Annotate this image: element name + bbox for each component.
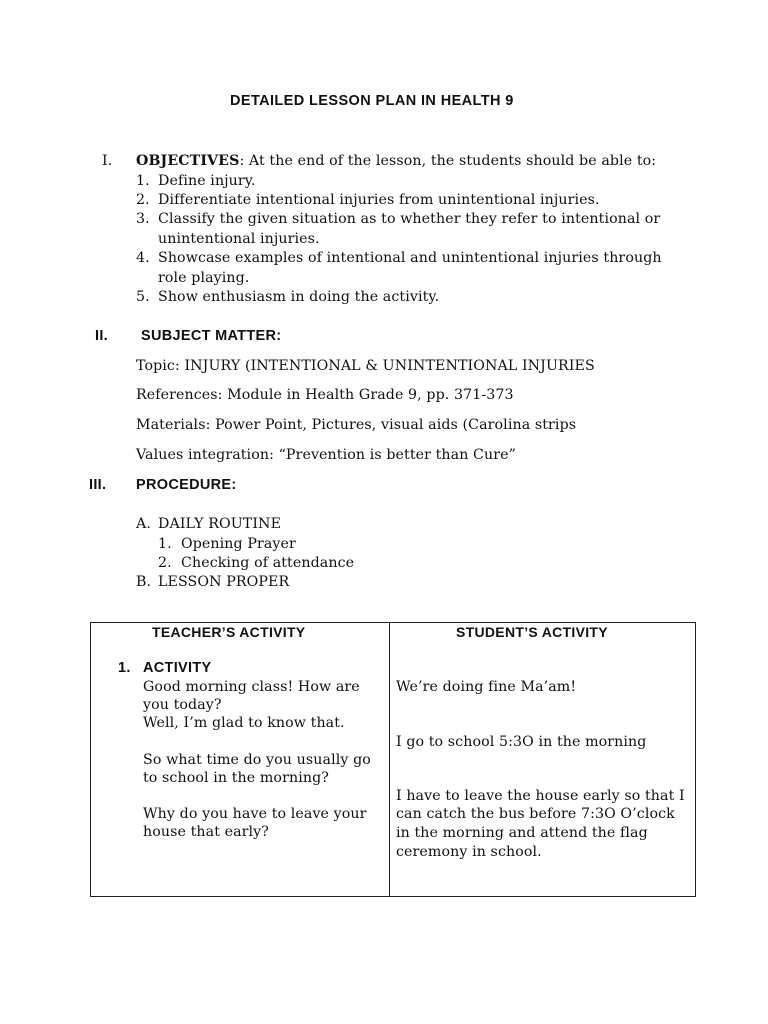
teacher-line-1: Good morning class! How are: [143, 679, 360, 695]
objectives-numeral: I.: [102, 153, 113, 169]
objective-num-1: 1.: [136, 173, 150, 189]
objective-text-4a: Showcase examples of intentional and unintentional injuries through: [158, 250, 662, 266]
lesson-proper-label: B.: [136, 574, 152, 590]
objective-num-5: 5.: [136, 289, 150, 305]
objectives-intro: : At the end of the lesson, the students should be able to:: [239, 153, 657, 169]
objective-text-2: Differentiate intentional injuries from unintentional injuries.: [158, 192, 600, 208]
teacher-line-2: you today?: [143, 697, 222, 713]
objective-num-4: 4.: [136, 250, 150, 266]
student-line-1: We’re doing fine Ma’am!: [396, 679, 577, 695]
student-line-3: I have to leave the house early so that I: [396, 788, 685, 804]
lesson-proper-text: LESSON PROPER: [158, 574, 290, 590]
procedure-heading: PROCEDURE:: [136, 477, 237, 493]
routine-label: A.: [136, 516, 151, 532]
teacher-line-5: to school in the morning?: [143, 770, 329, 786]
objectives-heading: OBJECTIVES: [136, 153, 240, 169]
routine-text: DAILY ROUTINE: [158, 516, 282, 532]
subject-matter-heading: SUBJECT MATTER:: [141, 328, 282, 344]
activity-title: ACTIVITY: [143, 660, 212, 676]
teacher-activity-header: TEACHER’S ACTIVITY: [152, 624, 306, 640]
student-line-6: ceremony in school.: [396, 844, 542, 860]
objective-num-3: 3.: [136, 211, 150, 227]
teacher-line-4: So what time do you usually go: [143, 752, 371, 768]
student-line-4: can catch the bus before 7:3O O’clock: [396, 806, 675, 822]
student-activity-header: STUDENT’S ACTIVITY: [456, 624, 608, 640]
teacher-line-3: Well, I’m glad to know that.: [143, 715, 345, 731]
objective-text-1: Define injury.: [158, 173, 256, 189]
objective-text-3b: unintentional injuries.: [158, 231, 320, 247]
student-line-5: in the morning and attend the flag: [396, 825, 648, 841]
table-column-divider: [389, 622, 390, 897]
objective-text-5: Show enthusiasm in doing the activity.: [158, 289, 440, 305]
values-line: Values integration: “Prevention is better than Cure”: [136, 447, 516, 463]
document-title: DETAILED LESSON PLAN IN HEALTH 9: [230, 93, 514, 109]
objective-num-2: 2.: [136, 192, 150, 208]
student-line-2: I go to school 5:3O in the morning: [396, 734, 647, 750]
procedure-numeral: III.: [89, 477, 107, 493]
routine-item-2: Checking of attendance: [181, 555, 355, 571]
references-line: References: Module in Health Grade 9, pp. 371-373: [136, 387, 514, 403]
objective-text-3a: Classify the given situation as to whether they refer to intentional or: [158, 211, 661, 227]
objectives-line: [136, 152, 656, 171]
materials-line: Materials: Power Point, Pictures, visual aids (Carolina strips: [136, 417, 577, 433]
activity-number: 1.: [118, 660, 131, 676]
routine-num-2: 2.: [158, 555, 172, 571]
topic-line: Topic: INJURY (INTENTIONAL & UNINTENTIONAL INJURIES: [136, 358, 595, 374]
routine-item-1: Opening Prayer: [181, 536, 296, 552]
routine-num-1: 1.: [158, 536, 172, 552]
subject-matter-numeral: II.: [95, 328, 108, 344]
teacher-line-7: house that early?: [143, 824, 270, 840]
teacher-line-6: Why do you have to leave your: [143, 806, 367, 822]
objective-text-4b: role playing.: [158, 270, 250, 286]
